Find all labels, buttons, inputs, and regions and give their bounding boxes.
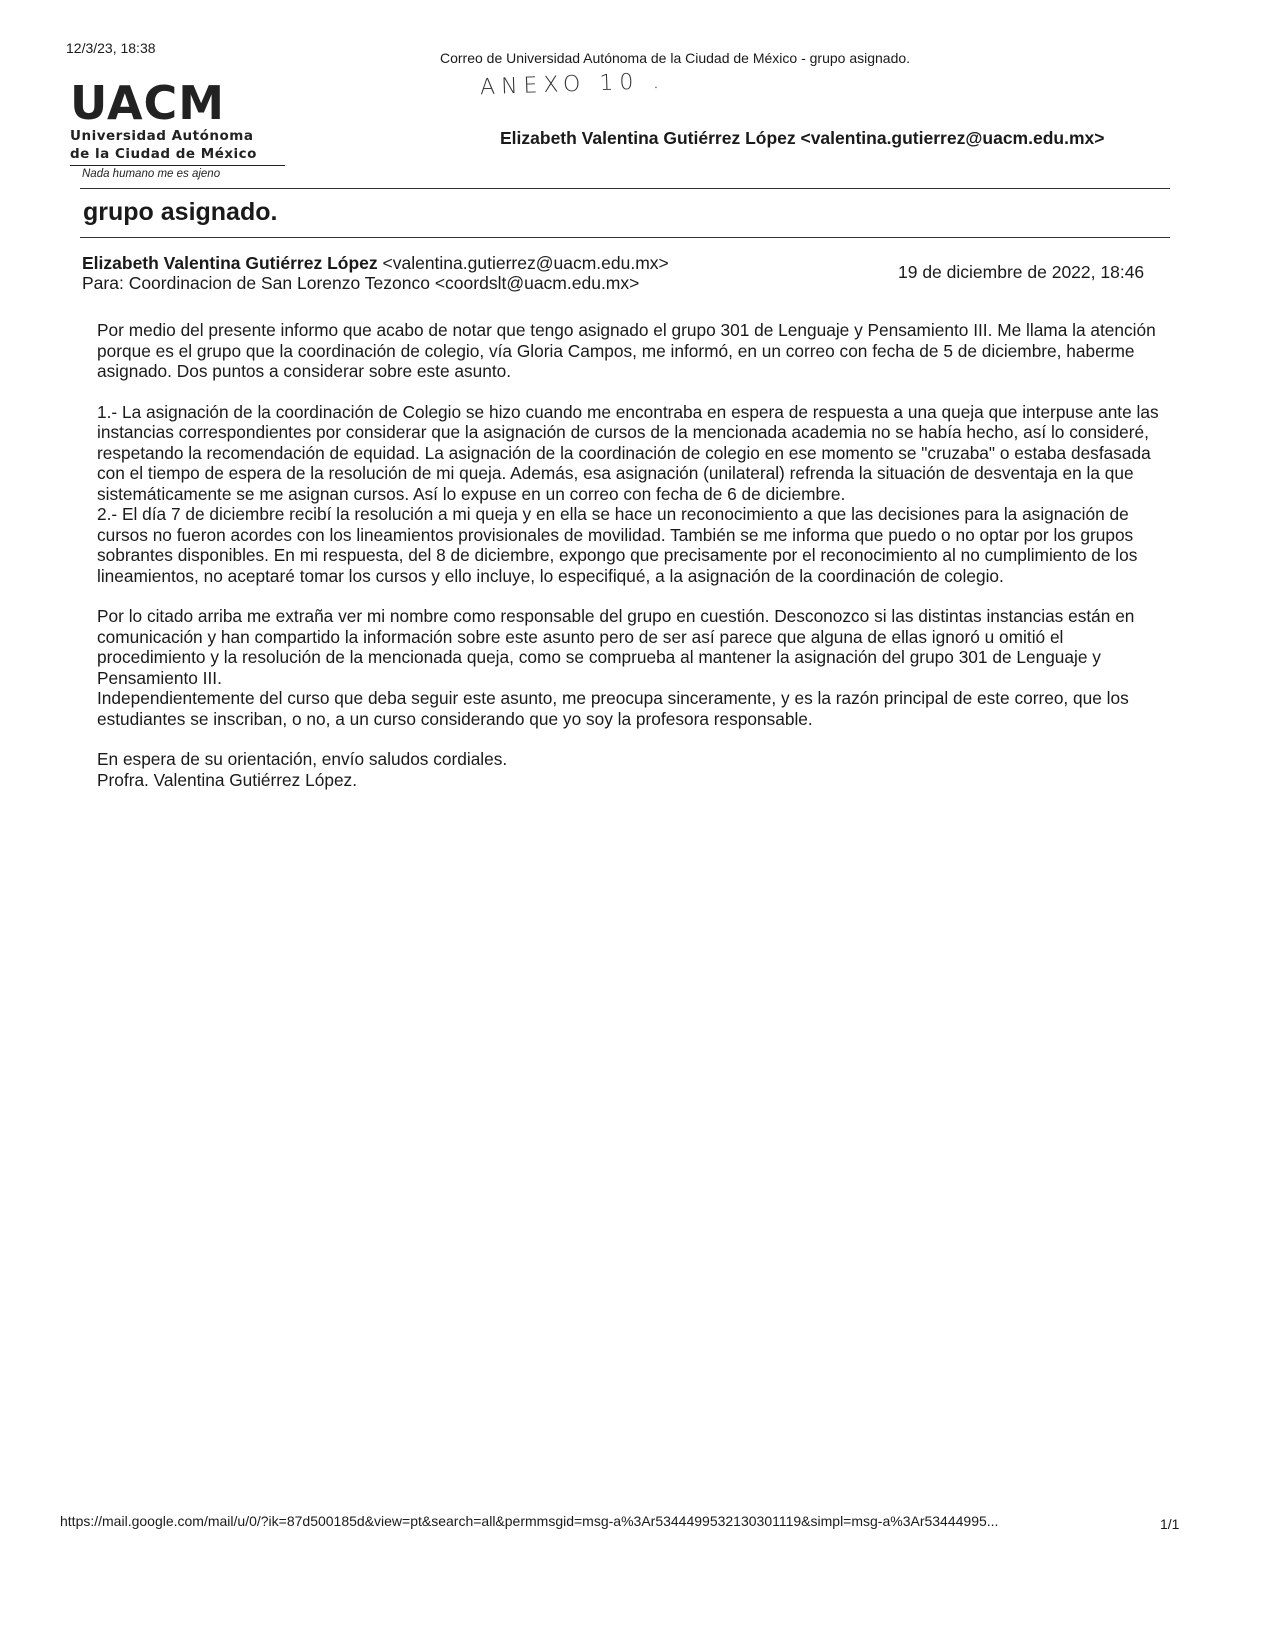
handwritten-annex-note: ANEXO 10 . bbox=[479, 68, 666, 101]
body-paragraph-3: 2.- El día 7 de diciembre recibí la resolución a mi queja y en ella se hace un reconocimiento a que las decisiones para la asignación de cursos no fueron acordes con los lineamientos provisionales de movilidad. También se me informa que puedo o no optar por los grupos sobrantes disponibles. En mi respuesta, del 8 de diciembre, expongo que precisamente por el reconocimiento al no cumplimiento de los lineamientos, no aceptaré tomar los cursos y ello incluye, lo especifiqué, a la asignación de la coordinación de colegio. bbox=[97, 504, 1138, 586]
print-datetime: 12/3/23, 18:38 bbox=[66, 40, 156, 56]
sender-name: Elizabeth Valentina Gutiérrez López bbox=[82, 253, 378, 273]
subject-divider bbox=[80, 237, 1170, 238]
body-paragraph-2: 1.- La asignación de la coordinación de Colegio se hizo cuando me encontraba en espera de respuesta a una queja que interpuse ante las instancias correspondientes por considerar que la asignación de cursos de la mencionada academia no se había hecho, así lo consideré, respetando la recomendación de equidad. La asignación de la coordinación de colegio en ese momento se "cruzaba" o estaba desfasada con el tiempo de espera de la resolución de mi queja. Además, esa asignación (unilateral) refrenda la situación de desventaja en la que sistemáticamente se me asignan cursos. Así lo expuse en un correo con fecha de 6 de diciembre. bbox=[97, 401, 1159, 504]
logo-line-1: Universidad Autónoma bbox=[70, 128, 254, 144]
email-date: 19 de diciembre de 2022, 18:46 bbox=[898, 262, 1145, 282]
body-paragraph-5: Independientemente del curso que deba seguir este asunto, me preocupa sinceramente, y es la razón principal de este correo, que los estudiantes se inscriban, o no, a un curso considerando que yo soy la profesora responsable. bbox=[97, 688, 1129, 729]
footer-page-number: 1/1 bbox=[1160, 1516, 1180, 1532]
logo-line-2: de la Ciudad de México bbox=[70, 146, 257, 162]
signature: Profra. Valentina Gutiérrez López. bbox=[97, 769, 357, 790]
sender-email: <valentina.gutierrez@uacm.edu.mx> bbox=[382, 253, 669, 273]
print-page-title: Correo de Universidad Autónoma de la Ciudad de México - grupo asignado. bbox=[440, 50, 911, 66]
body-paragraph-4: Por lo citado arriba me extraña ver mi nombre como responsable del grupo en cuestión. Desconozco si las distintas instancias están en comunicación y han compartido la información sobre este asunto pero de ser así parece que alguna de ellas ignoró u omitió el procedimiento y la resolución de la mencionada queja, como se comprueba al mantener la asignación del grupo 301 de Lenguaje y Pensamiento III. bbox=[97, 606, 1135, 688]
email-to: Para: Coordinacion de San Lorenzo Tezonco <coordslt@uacm.edu.mx> bbox=[82, 273, 640, 293]
email-subject: grupo asignado. bbox=[83, 198, 278, 226]
uacm-logo bbox=[70, 76, 290, 180]
logo-wordmark: UACM bbox=[70, 76, 226, 130]
logo-motto: Nada humano me es ajeno bbox=[82, 168, 221, 180]
logo-divider bbox=[70, 165, 285, 166]
account-owner: Elizabeth Valentina Gutiérrez López <valentina.gutierrez@uacm.edu.mx> bbox=[500, 128, 1105, 148]
email-body bbox=[97, 320, 1167, 790]
email-from bbox=[82, 253, 669, 274]
header-divider bbox=[80, 188, 1170, 189]
footer-url: https://mail.google.com/mail/u/0/?ik=87d500185d&view=pt&search=all&permmsgid=msg-a%3Ar5344499532130301119&simpl=msg-a%3Ar53444995... bbox=[60, 1513, 999, 1529]
closing-line: En espera de su orientación, envío saludos cordiales. bbox=[97, 749, 508, 769]
body-paragraph-1: Por medio del presente informo que acabo de notar que tengo asignado el grupo 301 de Lenguaje y Pensamiento III. Me llama la atención porque es el grupo que la coordinación de colegio, vía Gloria Campos, me informó, en un correo con fecha de 5 de diciembre, haberme asignado. Dos puntos a considerar sobre este asunto. bbox=[97, 320, 1156, 381]
